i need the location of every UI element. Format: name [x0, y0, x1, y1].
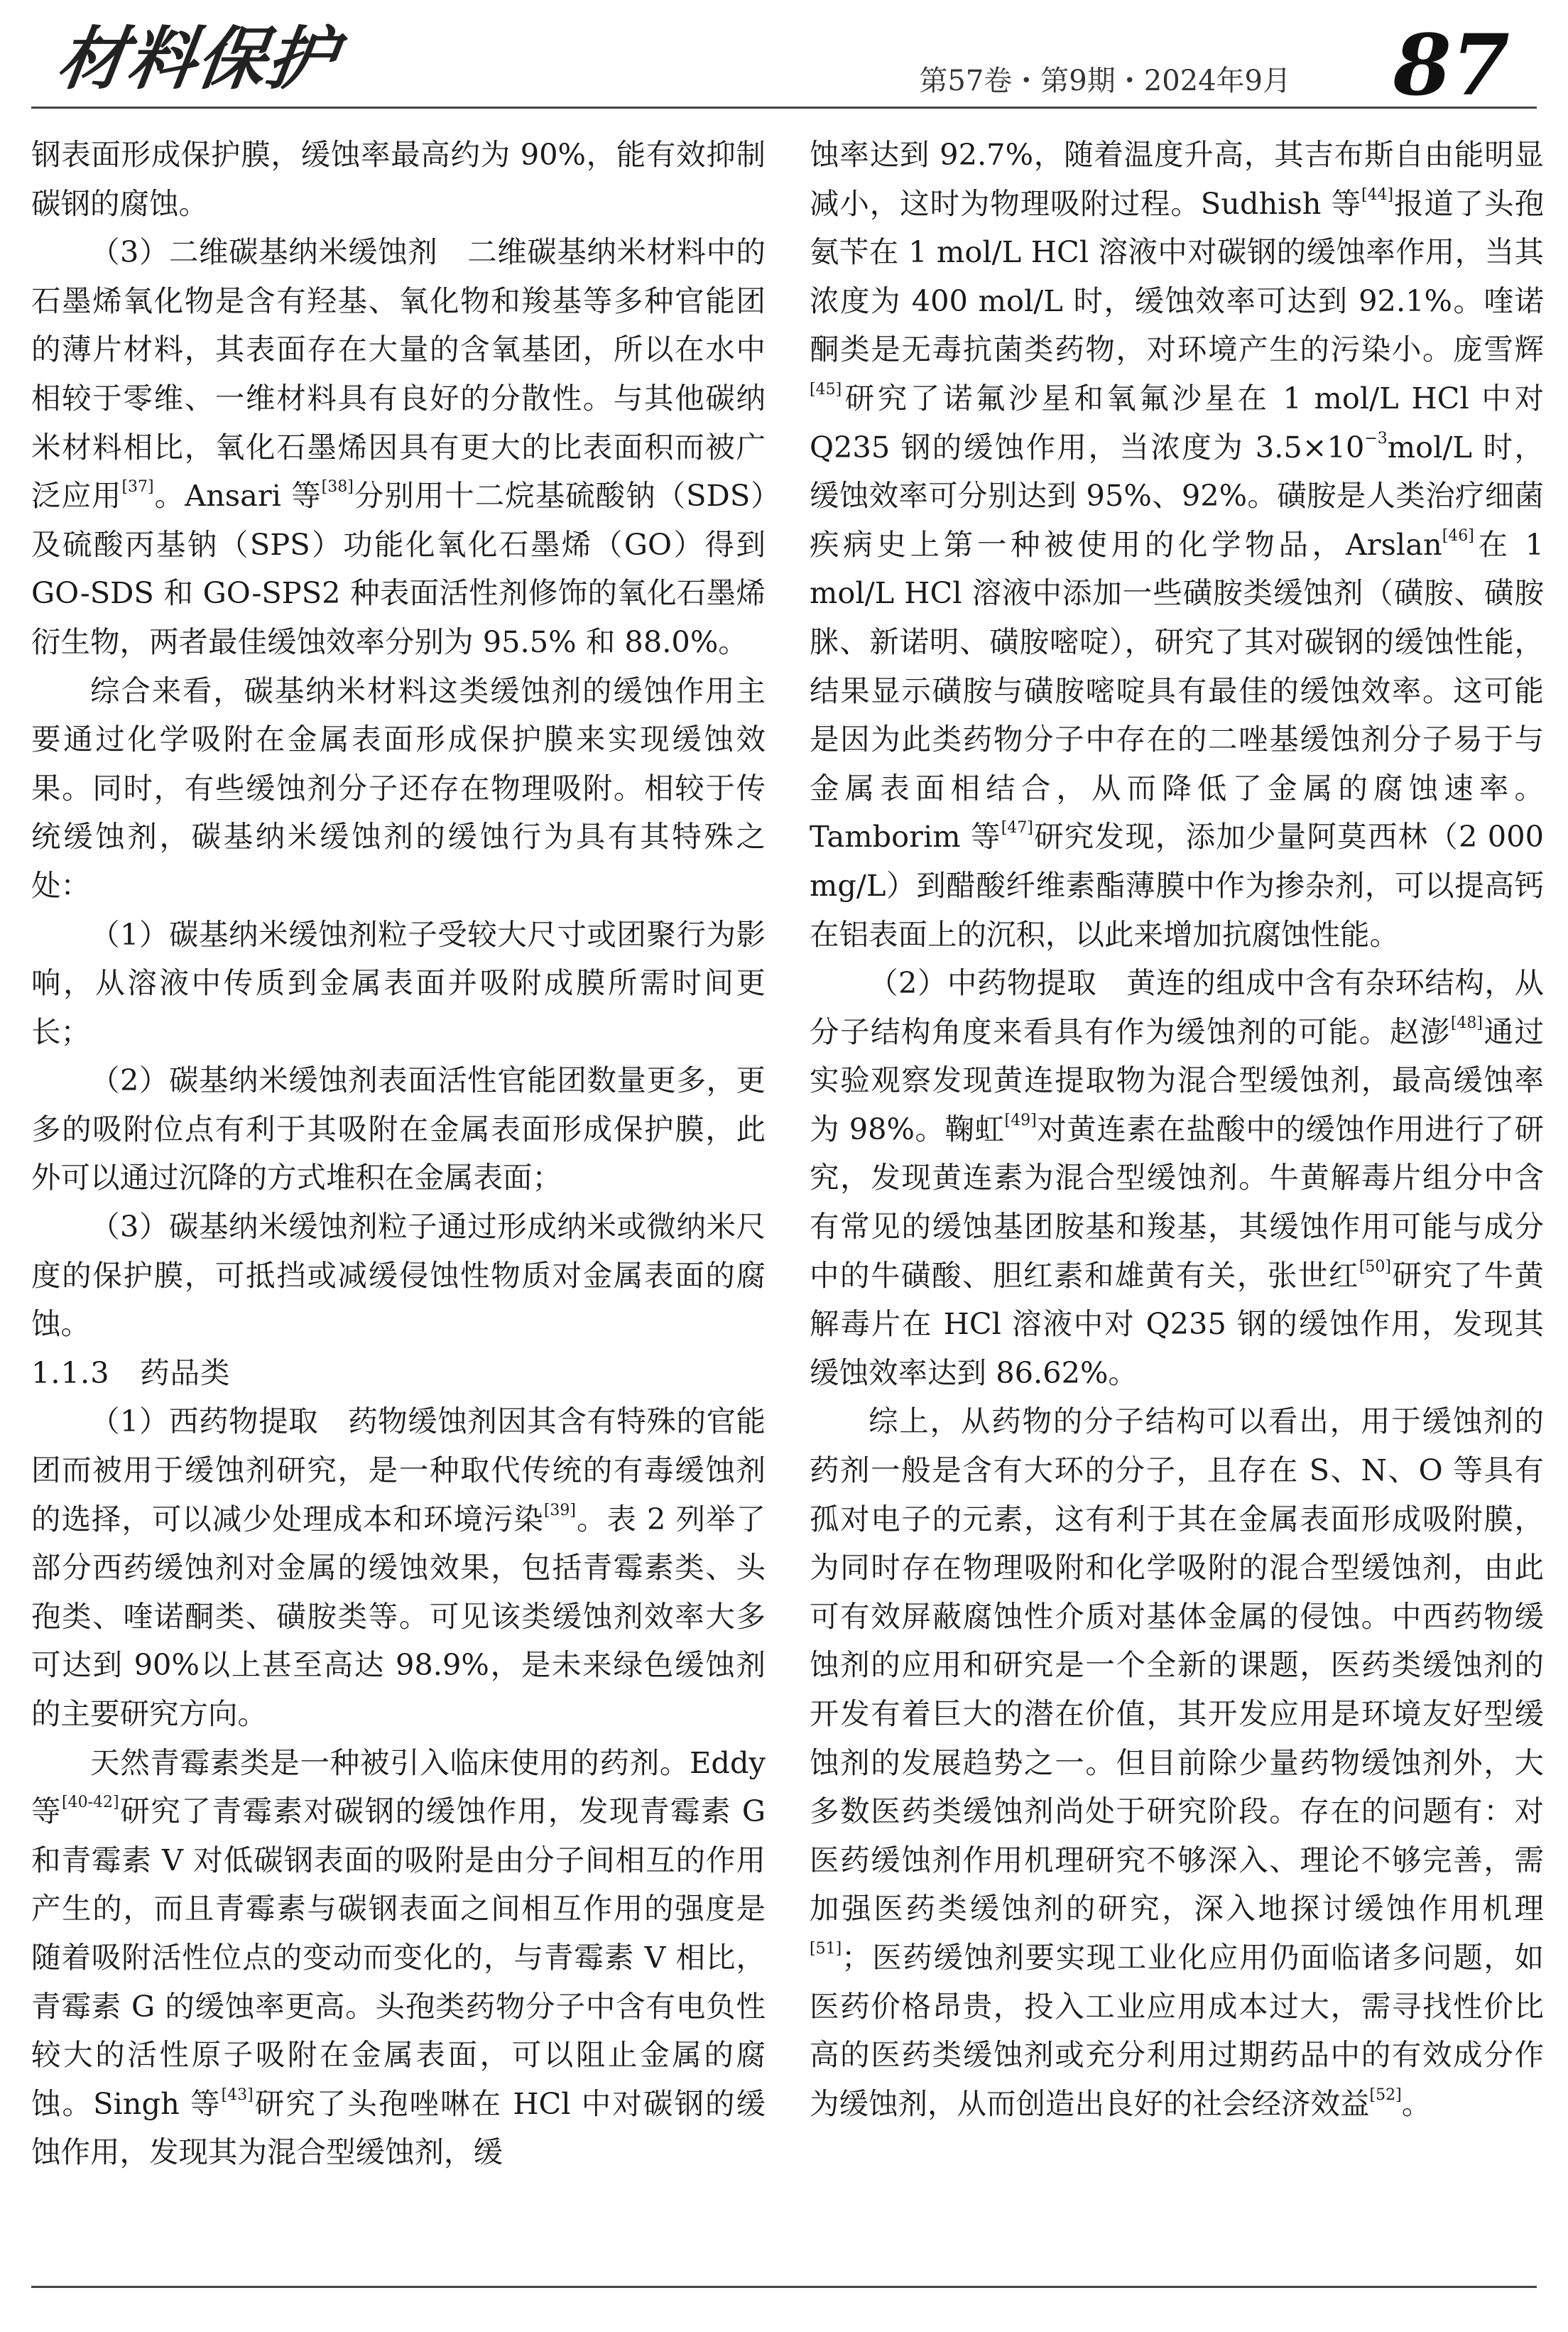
right-paragraph: 蚀率达到 92.7%，随着温度升高，其吉布斯自由能明显减小，这时为物理吸附过程。Sudhish 等[44]报道了头孢氨苄在 1 mol/L HCl 溶液中对碳钢的缓蚀率作用，当其浓度为 400 mol/L 时，缓蚀效率可达到 92.1%。喹诺酮类是无毒抗菌类药物，对环境产生的污染小。庞雪辉[45]研究了诺氟沙星和氧氟沙星在 1 mol/L HCl 中对 Q235 钢的缓蚀作用，当浓度为 $3.5\times 10^{-3}mol/L$ 时，缓蚀效率可分别达到 95%、92%。磺胺是人类治疗细菌疾病史上第一种被使用的化学物品，Arslan[46]在 1 mol/L HCl 溶液中添加一些磺胺类缓蚀剂（磺胺、磺胺脒、新诺明、磺胺嘧啶），研究了其对碳钢的缓蚀性能，结果显示磺胺与磺胺嘧啶具有最佳的缓蚀效率。这可能是因为此类药物分子中存在的二唑基缓蚀剂分子易于与金属表面相结合，从而降低了金属的腐蚀速率。Tamborim 等[47]研究发现，添加少量阿莫西林（2 000 mg/L）到醋酸纤维素酯薄膜中作为掺杂剂，可以提高钙在铝表面上的沉积，以此来增加抗腐蚀性能。 — [810, 137, 1544, 952]
left-paragraph: （1）碳基纳米缓蚀剂粒子受较大尺寸或团聚行为影响，从溶液中传质到金属表面并吸附成膜所需时间更长； — [31, 916, 766, 1049]
issue-info: 第57卷・第9期・2024年9月 — [919, 65, 1291, 97]
journal-logo: 材料保护 — [53, 18, 343, 99]
left-paragraph: （3）碳基纳米缓蚀剂粒子通过形成纳米或微纳米尺度的保护膜，可抵挡或减缓侵蚀性物质对金属表面的腐蚀。 — [31, 1209, 766, 1342]
citation-superscript: [50] — [1359, 1257, 1392, 1276]
page-header — [0, 0, 1568, 114]
citation-superscript: [38] — [321, 478, 354, 497]
citation-superscript: [47] — [1001, 819, 1033, 837]
page-number: 87 — [1393, 16, 1510, 114]
section-heading: 1.1.3 药品类 — [31, 1355, 231, 1390]
left-column — [31, 131, 766, 2177]
citation-superscript: [46] — [1442, 526, 1474, 545]
footer-divider — [31, 2286, 1537, 2288]
citation-superscript: [49] — [1004, 1111, 1037, 1129]
left-paragraph: 天然青霉素类是一种被引入临床使用的药剂。Eddy 等[40-42]研究了青霉素对碳钢的缓蚀作用，发现青霉素 G 和青霉素 V 对低碳钢表面的吸附是由分子间相互的作用产生的，而且青霉素与碳钢表面之间相互作用的强度是随着吸附活性位点的变动而变化的，与青霉素 V 相比，青霉素 G 的缓蚀率更高。头孢类药物分子中含有电负性较大的活性原子吸附在金属表面，可以阻止金属的腐蚀。Singh 等[43]研究了头孢唑啉在 HCl 中对碳钢的缓蚀作用，发现其为混合型缓蚀剂，缓 — [31, 1745, 766, 2170]
citation-superscript: −3 — [1364, 429, 1388, 448]
right-paragraph: （2）中药物提取 黄连的组成中含有杂环结构，从分子结构角度来看具有作为缓蚀剂的可能。赵澎[48]通过实验观察发现黄连提取物为混合型缓蚀剂，最高缓蚀率为 98%。鞠虹[49]对黄连素在盐酸中的缓蚀作用进行了研究，发现黄连素为混合型缓蚀剂。牛黄解毒片组分中含有常见的缓蚀基团胺基和羧基，其缓蚀作用可能与成分中的牛磺酸、胆红素和雄黄有关，张世红[50]研究了牛黄解毒片在 HCl 溶液中对 Q235 钢的缓蚀作用，发现其缓蚀效率达到 86.62%。 — [810, 965, 1544, 1390]
citation-superscript: [48] — [1450, 1014, 1483, 1032]
citation-superscript: [43] — [221, 2086, 254, 2104]
citation-superscript: [44] — [1361, 185, 1394, 204]
right-column — [810, 131, 1544, 2128]
left-paragraph: （3）二维碳基纳米缓蚀剂 二维碳基纳米材料中的石墨烯氧化物是含有羟基、氧化物和羧基等多种官能团的薄片材料，其表面存在大量的含氧基团，所以在水中相较于零维、一维材料具有良好的分散性。与其他碳纳米材料相比，氧化石墨烯因具有更大的比表面积而被广泛应用[37]。Ansari 等[38]分别用十二烷基硫酸钠（SDS）及硫酸丙基钠（SPS）功能化氧化石墨烯（GO）得到 GO-SDS 和 GO-SPS2 种表面活性剂修饰的氧化石墨烯衍生物，两者最佳缓蚀效率分别为 95.5% 和 88.0%。 — [31, 234, 766, 659]
citation-superscript: [45] — [810, 380, 842, 398]
left-paragraph: 钢表面形成保护膜，缓蚀率最高约为 90%，能有效抑制碳钢的腐蚀。 — [31, 137, 766, 221]
header-divider — [31, 107, 1537, 109]
right-paragraph: 综上，从药物的分子结构可以看出，用于缓蚀剂的药剂一般是含有大环的分子，且存在 S、N、O 等具有孤对电子的元素，这有利于其在金属表面形成吸附膜，为同时存在物理吸附和化学吸附的混合型缓蚀剂，由此可有效屏蔽腐蚀性介质对基体金属的侵蚀。中西药物缓蚀剂的应用和研究是一个全新的课题，医药类缓蚀剂的开发有着巨大的潜在价值，其开发应用是环境友好型缓蚀剂的发展趋势之一。但目前除少量药物缓蚀剂外，大多数医药类缓蚀剂尚处于研究阶段。存在的问题有：对医药缓蚀剂作用机理研究不够深入、理论不够完善，需加强医药类缓蚀剂的研究，深入地探讨缓蚀作用机理[51]；医药缓蚀剂要实现工业化应用仍面临诸多问题，如医药价格昂贵，投入工业应用成本过大，需寻找性价比高的医药类缓蚀剂或充分利用过期药品中的有效成分作为缓蚀剂，从而创造出良好的社会经济效益[52]。 — [810, 1404, 1544, 2121]
left-paragraph: （1）西药物提取 药物缓蚀剂因其含有特殊的官能团而被用于缓蚀剂研究，是一种取代传统的有毒缓蚀剂的选择，可以减少处理成本和环境污染[39]。表 2 列举了部分西药缓蚀剂对金属的缓蚀效果，包括青霉素类、头孢类、喹诺酮类、磺胺类等。可见该类缓蚀剂效率大多可达到 90%以上甚至高达 98.9%，是未来绿色缓蚀剂的主要研究方向。 — [31, 1404, 766, 1731]
citation-superscript: [40-42] — [62, 1794, 119, 1812]
citation-superscript: [51] — [810, 1939, 842, 1958]
left-paragraph: （2）碳基纳米缓蚀剂表面活性官能团数量更多，更多的吸附位点有利于其吸附在金属表面形成保护膜，此外可以通过沉降的方式堆积在金属表面； — [31, 1063, 766, 1195]
left-paragraph: 综合来看，碳基纳米材料这类缓蚀剂的缓蚀作用主要通过化学吸附在金属表面形成保护膜来实现缓蚀效果。同时，有些缓蚀剂分子还存在物理吸附。相较于传统缓蚀剂，碳基纳米缓蚀剂的缓蚀行为具有其特殊之处： — [31, 673, 766, 903]
citation-superscript: [39] — [543, 1501, 576, 1519]
citation-superscript: [52] — [1369, 2086, 1402, 2104]
citation-superscript: [37] — [121, 478, 154, 497]
